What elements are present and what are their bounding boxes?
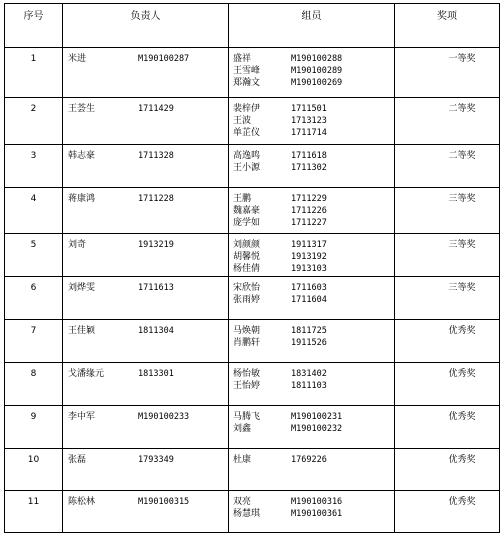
member-name: 裴梓伊 xyxy=(233,104,261,114)
member-name: 单芷仪 xyxy=(233,128,261,138)
member-entry xyxy=(229,508,394,520)
member-name: 杨佳倩 xyxy=(233,264,261,274)
member-id: 1913103 xyxy=(291,264,327,274)
member-entry xyxy=(229,65,394,77)
members-cell xyxy=(229,320,395,363)
table-row xyxy=(5,145,500,188)
award-cell: 二等奖 xyxy=(395,98,500,145)
member-id: M190100232 xyxy=(291,424,343,434)
member-id: 1713123 xyxy=(291,116,327,126)
member-entry xyxy=(229,217,394,229)
member-entry xyxy=(229,411,394,423)
member-name: 刘颜颜 xyxy=(233,240,261,250)
member-id: 1711302 xyxy=(291,163,327,173)
award-cell: 三等奖 xyxy=(395,188,500,234)
leader-id: 1711429 xyxy=(138,104,174,114)
header-row xyxy=(5,4,500,48)
leader-name: 刘烨雯 xyxy=(68,283,96,293)
leader-name: 陈松林 xyxy=(68,497,96,507)
member-name: 马腾飞 xyxy=(233,412,261,422)
leader-cell xyxy=(63,406,229,449)
table-row xyxy=(5,98,500,145)
table-row xyxy=(5,188,500,234)
table-row xyxy=(5,406,500,449)
member-name: 王怡婷 xyxy=(233,381,261,391)
member-entry xyxy=(229,263,394,275)
member-entry xyxy=(229,251,394,263)
member-id: M190100316 xyxy=(291,497,343,507)
award-cell: 一等奖 xyxy=(395,48,500,98)
member-id: M190100361 xyxy=(291,509,343,519)
leader-name: 刘奇 xyxy=(68,240,87,250)
award-cell: 三等奖 xyxy=(395,277,500,320)
member-id: 1913192 xyxy=(291,252,327,262)
member-id: 1831402 xyxy=(291,369,327,379)
leader-cell xyxy=(63,491,229,533)
member-name: 杨慧琪 xyxy=(233,509,261,519)
member-entry xyxy=(229,454,394,466)
row-number: 5 xyxy=(5,234,63,277)
row-number: 2 xyxy=(5,98,63,145)
member-id: 1769226 xyxy=(291,455,327,465)
table-row xyxy=(5,234,500,277)
member-name: 盛祥 xyxy=(233,54,252,64)
row-number: 7 xyxy=(5,320,63,363)
award-cell: 优秀奖 xyxy=(395,449,500,491)
member-entry xyxy=(229,115,394,127)
member-id: 1811103 xyxy=(291,381,327,391)
leader-cell xyxy=(63,48,229,98)
members-cell xyxy=(229,188,395,234)
member-entry xyxy=(229,368,394,380)
member-name: 王小源 xyxy=(233,163,261,173)
member-name: 魏嘉豪 xyxy=(233,206,261,216)
member-name: 杨怡敏 xyxy=(233,369,261,379)
leader-name: 王荟生 xyxy=(68,104,96,114)
member-id: M190100289 xyxy=(291,66,343,76)
member-name: 肖鹏轩 xyxy=(233,338,261,348)
leader-name: 张磊 xyxy=(68,455,87,465)
leader-cell xyxy=(63,98,229,145)
table-row xyxy=(5,277,500,320)
member-name: 高逸鸣 xyxy=(233,151,261,161)
member-entry xyxy=(229,127,394,139)
member-name: 王雪峰 xyxy=(233,66,261,76)
award-cell: 优秀奖 xyxy=(395,363,500,406)
table-row xyxy=(5,320,500,363)
table-row xyxy=(5,363,500,406)
members-cell xyxy=(229,48,395,98)
table-row xyxy=(5,491,500,533)
member-entry xyxy=(229,380,394,392)
leader-name: 李中军 xyxy=(68,412,96,422)
leader-id: 1711228 xyxy=(138,194,174,204)
table-body xyxy=(5,48,500,533)
member-entry xyxy=(229,337,394,349)
member-entry xyxy=(229,282,394,294)
leader-cell xyxy=(63,188,229,234)
leader-name: 王佳颖 xyxy=(68,326,96,336)
member-entry xyxy=(229,496,394,508)
member-name: 庞学如 xyxy=(233,218,261,228)
members-cell xyxy=(229,145,395,188)
member-entry xyxy=(229,423,394,435)
row-number: 11 xyxy=(5,491,63,533)
leader-name: 米进 xyxy=(68,54,87,64)
row-number: 9 xyxy=(5,406,63,449)
member-name: 王鹏 xyxy=(233,194,252,204)
leader-id: 1811304 xyxy=(138,326,174,336)
leader-id: 1711328 xyxy=(138,151,174,161)
member-entry xyxy=(229,162,394,174)
member-id: 1711603 xyxy=(291,283,327,293)
member-name: 张雨婷 xyxy=(233,295,261,305)
member-name: 宋欣怡 xyxy=(233,283,261,293)
header-award: 奖项 xyxy=(395,4,500,48)
leader-cell xyxy=(63,277,229,320)
members-cell xyxy=(229,406,395,449)
award-cell: 二等奖 xyxy=(395,145,500,188)
leader-id: 1711613 xyxy=(138,283,174,293)
leader-cell xyxy=(63,320,229,363)
leader-id: 1813301 xyxy=(138,369,174,379)
header-members: 组员 xyxy=(229,4,395,48)
leader-name: 戈潘缘元 xyxy=(68,369,105,379)
member-id: 1711227 xyxy=(291,218,327,228)
leader-cell xyxy=(63,363,229,406)
member-id: 1911526 xyxy=(291,338,327,348)
row-number: 1 xyxy=(5,48,63,98)
member-id: 1711501 xyxy=(291,104,327,114)
members-cell xyxy=(229,491,395,533)
member-entry xyxy=(229,103,394,115)
member-name: 胡馨悦 xyxy=(233,252,261,262)
member-id: M190100231 xyxy=(291,412,343,422)
award-cell: 优秀奖 xyxy=(395,406,500,449)
member-id: 1711226 xyxy=(291,206,327,216)
member-id: 1711714 xyxy=(291,128,327,138)
member-entry xyxy=(229,77,394,89)
award-table xyxy=(4,3,500,533)
leader-cell xyxy=(63,449,229,491)
member-id: 1911317 xyxy=(291,240,327,250)
member-name: 王波 xyxy=(233,116,252,126)
member-name: 马焕朝 xyxy=(233,326,261,336)
member-entry xyxy=(229,239,394,251)
leader-name: 韩志豪 xyxy=(68,151,96,161)
member-id: 1711604 xyxy=(291,295,327,305)
member-entry xyxy=(229,193,394,205)
member-id: 1811725 xyxy=(291,326,327,336)
members-cell xyxy=(229,98,395,145)
header-leader: 负责人 xyxy=(63,4,229,48)
member-id: M190100269 xyxy=(291,78,343,88)
header-no: 序号 xyxy=(5,4,63,48)
member-name: 郑瀚文 xyxy=(233,78,261,88)
leader-id: 1793349 xyxy=(138,455,174,465)
award-cell: 优秀奖 xyxy=(395,491,500,533)
members-cell xyxy=(229,234,395,277)
row-number: 4 xyxy=(5,188,63,234)
leader-id: M190100233 xyxy=(138,412,190,422)
leader-id: M190100287 xyxy=(138,54,190,64)
member-id: 1711618 xyxy=(291,151,327,161)
member-entry xyxy=(229,325,394,337)
leader-id: 1913219 xyxy=(138,240,174,250)
row-number: 6 xyxy=(5,277,63,320)
table-row xyxy=(5,48,500,98)
row-number: 8 xyxy=(5,363,63,406)
member-name: 双亮 xyxy=(233,497,252,507)
row-number: 10 xyxy=(5,449,63,491)
member-entry xyxy=(229,294,394,306)
member-name: 杜康 xyxy=(233,455,252,465)
award-cell: 三等奖 xyxy=(395,234,500,277)
member-id: M190100288 xyxy=(291,54,343,64)
members-cell xyxy=(229,363,395,406)
members-cell xyxy=(229,277,395,320)
member-entry xyxy=(229,205,394,217)
member-entry xyxy=(229,53,394,65)
award-cell: 优秀奖 xyxy=(395,320,500,363)
row-number: 3 xyxy=(5,145,63,188)
members-cell xyxy=(229,449,395,491)
member-name: 刘鑫 xyxy=(233,424,252,434)
leader-cell xyxy=(63,145,229,188)
member-id: 1711229 xyxy=(291,194,327,204)
leader-name: 蒋康鸿 xyxy=(68,194,96,204)
member-entry xyxy=(229,150,394,162)
leader-cell xyxy=(63,234,229,277)
table-row xyxy=(5,449,500,491)
leader-id: M190100315 xyxy=(138,497,190,507)
